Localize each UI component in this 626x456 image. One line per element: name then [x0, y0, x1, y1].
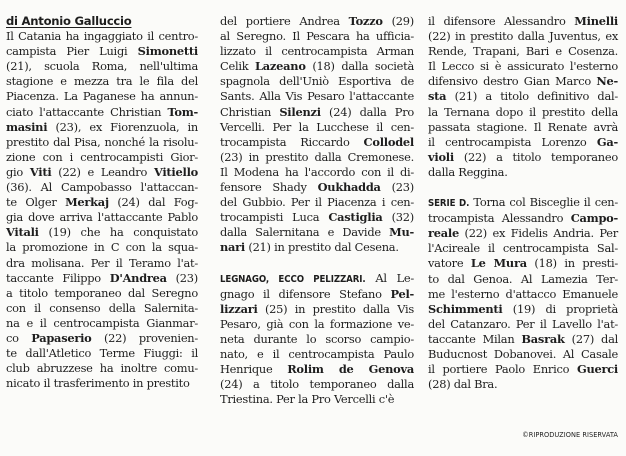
text-line: [428, 347, 618, 362]
bold-name: Viti: [29, 164, 52, 179]
text-segment: na e il centrocampista Gianmar-: [6, 315, 198, 330]
bold-name: Merkaj: [65, 195, 109, 210]
bold-name: Lazeano: [255, 59, 306, 74]
text-segment: trocampisti Luca: [220, 210, 329, 225]
text-line: [220, 44, 414, 59]
text-line: [220, 287, 414, 302]
text-segment: del Gubbio. Per il Piacenza i cen-: [220, 195, 414, 210]
text-line: [428, 44, 618, 59]
text-segment: Torna col Bisceglie il cen-: [473, 195, 618, 210]
bold-name: Minelli: [574, 14, 618, 28]
text-line: [6, 44, 198, 59]
bold-name: Schimmenti: [428, 301, 503, 316]
text-line: [428, 135, 618, 150]
text-segment: (24) dal Fog-: [108, 195, 198, 210]
text-line: [428, 120, 618, 135]
text-line: [6, 105, 198, 120]
text-segment: to dal Genoa. Al Lamezia Ter-: [428, 271, 618, 286]
text-line: [6, 301, 198, 316]
bold-name: Ga-: [596, 134, 618, 149]
bold-name: Pel-: [390, 286, 414, 301]
text-segment: (21) a titolo definitivo dal-: [446, 89, 618, 104]
bold-name: Simonetti: [137, 44, 198, 59]
text-line: [220, 14, 414, 29]
text-segment: stagione e mezza tra le fila del: [6, 74, 198, 89]
text-segment: fensore Shady: [220, 180, 318, 195]
text-segment: (23): [380, 180, 414, 195]
text-segment: (27) dal: [564, 331, 618, 346]
text-segment: (21) in prestito dal Cesena.: [245, 240, 399, 255]
text-segment: (23), ex Fiorenzuola, in: [47, 119, 198, 134]
text-line: [428, 332, 618, 347]
section-kicker: SERIE D.: [428, 198, 470, 210]
bold-name: reale: [428, 226, 459, 241]
bold-name: Basrak: [521, 331, 565, 346]
byline: di Antonio Galluccio: [6, 14, 132, 28]
text-segment: il centrocampista Lorenzo: [428, 134, 597, 149]
text-line: [6, 346, 198, 361]
text-segment: taccante Filippo: [6, 270, 110, 285]
text-line: [428, 287, 618, 302]
text-segment: Il Modena ha l'accordo con il di-: [220, 164, 414, 179]
text-line: [220, 317, 414, 332]
bold-name: violi: [428, 149, 454, 164]
text-line: [220, 225, 414, 240]
column-3-body: [428, 14, 618, 392]
text-segment: la Ternana dopo il prestito della: [428, 104, 618, 119]
text-line: [428, 211, 618, 226]
text-segment: dalla Reggina.: [428, 164, 508, 179]
text-line: [6, 195, 198, 210]
text-line: [6, 240, 198, 255]
text-line: [6, 180, 198, 195]
text-segment: il difensore Alessandro: [428, 14, 575, 28]
text-segment: trocampista Riccardo: [220, 134, 364, 149]
text-line: [428, 150, 618, 165]
text-segment: (22) in prestito dalla Juventus, ex: [428, 29, 618, 44]
text-line: [220, 392, 414, 407]
bold-name: D'Andrea: [109, 270, 167, 285]
text-line: [428, 302, 618, 317]
bold-name: Papaserio: [31, 330, 92, 345]
bold-name: masini: [6, 119, 48, 134]
text-line: [6, 150, 198, 165]
text-line: [220, 210, 414, 225]
text-line: [428, 226, 618, 241]
text-line: [428, 377, 618, 392]
text-segment: spagnola dell'Uniò Esportiva de: [220, 74, 414, 89]
paragraph-gap: [220, 256, 414, 271]
text-line: [6, 29, 198, 44]
text-line: [428, 105, 618, 120]
text-segment: Henrique: [220, 362, 288, 377]
text-line: [220, 120, 414, 135]
text-segment: a titolo temporaneo dal Seregno: [6, 285, 198, 300]
text-segment: (29): [382, 14, 414, 28]
text-line: [6, 165, 198, 180]
text-line: [6, 225, 198, 240]
text-segment: (21), scuola Roma, nell'ultima: [6, 59, 198, 74]
text-segment: nicato il trasferimento in prestito: [6, 376, 190, 391]
text-segment: te dall'Atletico Terme Fiuggi: il: [6, 346, 198, 361]
text-segment: del Catanzaro. Per il Lavello l'at-: [428, 316, 618, 331]
article-paragraph: [428, 195, 618, 392]
text-segment: club abruzzese ha inoltre comu-: [6, 361, 198, 376]
text-line: [428, 14, 618, 29]
text-segment: (23): [166, 270, 198, 285]
text-segment: (18) dalla società: [305, 59, 414, 74]
text-line: [220, 240, 414, 255]
text-segment: (23) in prestito dalla Cremonese.: [220, 149, 414, 164]
text-line: [428, 29, 618, 44]
text-segment: me l'esterno d'attacco Emanuele: [428, 286, 618, 301]
article-paragraph: [6, 29, 198, 391]
text-segment: (22) a titolo temporaneo: [453, 149, 618, 164]
text-line: [6, 376, 198, 391]
article-paragraph: [220, 14, 414, 256]
bold-name: Castiglia: [328, 210, 383, 225]
text-segment: taccante Milan: [428, 331, 522, 346]
bold-name: Mu-: [389, 225, 414, 240]
text-segment: (22) provenien-: [91, 330, 198, 345]
text-line: [6, 256, 198, 271]
text-segment: te Olger: [6, 195, 66, 210]
text-segment: dra molisana. Per il Teramo l'at-: [6, 255, 198, 270]
text-segment: Pesaro, già con la formazione ve-: [220, 316, 414, 331]
column-3: [428, 14, 618, 392]
text-segment: del portiere Andrea: [220, 14, 349, 28]
bold-name: Silenzi: [279, 104, 321, 119]
bold-name: Campo-: [570, 211, 618, 226]
text-segment: Il Catania ha ingaggiato il centro-: [6, 29, 198, 44]
column-2-body: [220, 14, 414, 407]
text-segment: Sants. Alla Vis Pesaro l'attaccante: [220, 89, 414, 104]
text-segment: ciato l'attaccante Christian: [6, 104, 168, 119]
bold-name: Rolim de Genova: [287, 362, 414, 377]
text-line: [220, 271, 414, 287]
text-segment: trocampista Alessandro: [428, 211, 571, 226]
text-line: [220, 347, 414, 362]
text-line: [6, 361, 198, 376]
text-line: [428, 59, 618, 74]
text-line: [220, 332, 414, 347]
text-segment: il portiere Paolo Enrico: [428, 362, 577, 377]
text-line: [428, 195, 618, 211]
bold-name: sta: [428, 89, 447, 104]
text-line: [428, 241, 618, 256]
text-segment: gio: [6, 164, 30, 179]
text-segment: co: [6, 330, 32, 345]
text-segment: passata stagione. Il Renate avrà: [428, 119, 618, 134]
copyright-notice: ©RIPRODUZIONE RISERVATA: [522, 431, 618, 439]
text-line: [6, 331, 198, 346]
bold-name: lizzari: [220, 301, 258, 316]
text-line: [220, 377, 414, 392]
article-paragraph: [428, 14, 618, 180]
bold-name: nari: [220, 240, 245, 255]
text-line: [428, 165, 618, 180]
bold-name: Le Mura: [470, 256, 527, 271]
text-segment: lizzato il centrocampista Arman: [220, 44, 414, 59]
text-segment: (28) dal Bra.: [428, 377, 498, 392]
text-segment: (19) di proprietà: [502, 301, 618, 316]
text-segment: (24) a titolo temporaneo dalla: [220, 377, 414, 392]
text-segment: (22) e Leandro: [51, 164, 154, 179]
text-segment: gia dove arriva l'attaccante Pablo: [6, 210, 198, 225]
text-segment: Vercelli. Per la Lucchese il cen-: [220, 119, 414, 134]
text-segment: nato, e il centrocampista Paulo: [220, 346, 414, 361]
text-segment: (19) che ha conquistato: [38, 225, 198, 240]
text-segment: Al Le-: [375, 270, 414, 285]
text-line: [428, 74, 618, 89]
text-segment: (36). Al Campobasso l'attaccan-: [6, 180, 198, 195]
text-line: [428, 362, 618, 377]
text-line: [220, 105, 414, 120]
text-line: [220, 362, 414, 377]
text-line: [220, 180, 414, 195]
text-segment: Rende, Trapani, Bari e Cosenza.: [428, 44, 618, 59]
text-line: [6, 210, 198, 225]
text-segment: dalla Salernitana e Davide: [220, 225, 390, 240]
text-segment: gnago il difensore Stefano: [220, 286, 391, 301]
text-line: [220, 74, 414, 89]
text-line: [428, 89, 618, 104]
text-line: [220, 29, 414, 44]
text-segment: Piacenza. La Paganese ha annun-: [6, 89, 198, 104]
paragraph-gap: [428, 180, 618, 195]
text-segment: Christian: [220, 104, 280, 119]
text-line: [428, 272, 618, 287]
column-2: [220, 14, 414, 407]
column-1-body: [6, 29, 198, 391]
text-segment: Celik: [220, 59, 256, 74]
text-segment: Il Lecco si è assicurato l'esterno: [428, 59, 618, 74]
text-segment: la promozione in C con la squa-: [6, 240, 198, 255]
text-segment: Triestina. Per la Pro Vercelli c'è: [220, 392, 395, 407]
text-segment: (25) in prestito dalla Vis: [257, 301, 414, 316]
text-segment: con il consenso della Salernita-: [6, 300, 198, 315]
bold-name: Tom-: [167, 104, 198, 119]
text-segment: l'Acireale il centrocampista Sal-: [428, 241, 618, 256]
text-segment: prestito dal Pisa, nonché la risolu-: [6, 134, 198, 149]
text-segment: difensivo destro Gian Marco: [428, 74, 597, 89]
text-line: [220, 165, 414, 180]
bold-name: Tozzo: [348, 14, 383, 28]
text-line: [6, 74, 198, 89]
text-line: [428, 256, 618, 271]
bold-name: Vitiello: [153, 164, 198, 179]
text-line: [6, 271, 198, 286]
article-paragraph: [220, 271, 414, 408]
text-line: [6, 135, 198, 150]
bold-name: Vitali: [6, 225, 39, 240]
text-line: [220, 150, 414, 165]
text-line: [6, 89, 198, 104]
text-line: [6, 120, 198, 135]
text-segment: (18) in presti-: [526, 256, 619, 271]
text-line: [6, 286, 198, 301]
text-segment: (32): [382, 210, 414, 225]
bold-name: Ne-: [596, 74, 618, 89]
bold-name: Oukhadda: [317, 180, 381, 195]
text-segment: zione con i centrocampisti Gior-: [6, 149, 198, 164]
text-segment: al Seregno. Il Pescara ha ufficia-: [220, 29, 414, 44]
text-segment: Buducnost Dobanovei. Al Casale: [428, 346, 618, 361]
bold-name: Guerci: [576, 362, 618, 377]
text-segment: vatore: [428, 256, 471, 271]
text-line: [428, 317, 618, 332]
text-segment: campista Pier Luigi: [6, 44, 138, 59]
text-line: [220, 59, 414, 74]
text-line: [220, 89, 414, 104]
bold-name: Collodel: [363, 134, 414, 149]
text-line: [220, 195, 414, 210]
column-1: [6, 14, 198, 391]
section-kicker: LEGNAGO, ECCO PELIZZARI.: [220, 273, 366, 285]
text-line: [220, 135, 414, 150]
text-line: [6, 59, 198, 74]
text-line: [220, 302, 414, 317]
text-segment: (24) dalla Pro: [320, 104, 414, 119]
text-line: [6, 316, 198, 331]
text-segment: (22) ex Fidelis Andria. Per: [458, 226, 618, 241]
text-segment: neta durante lo scorso campio-: [220, 331, 414, 346]
